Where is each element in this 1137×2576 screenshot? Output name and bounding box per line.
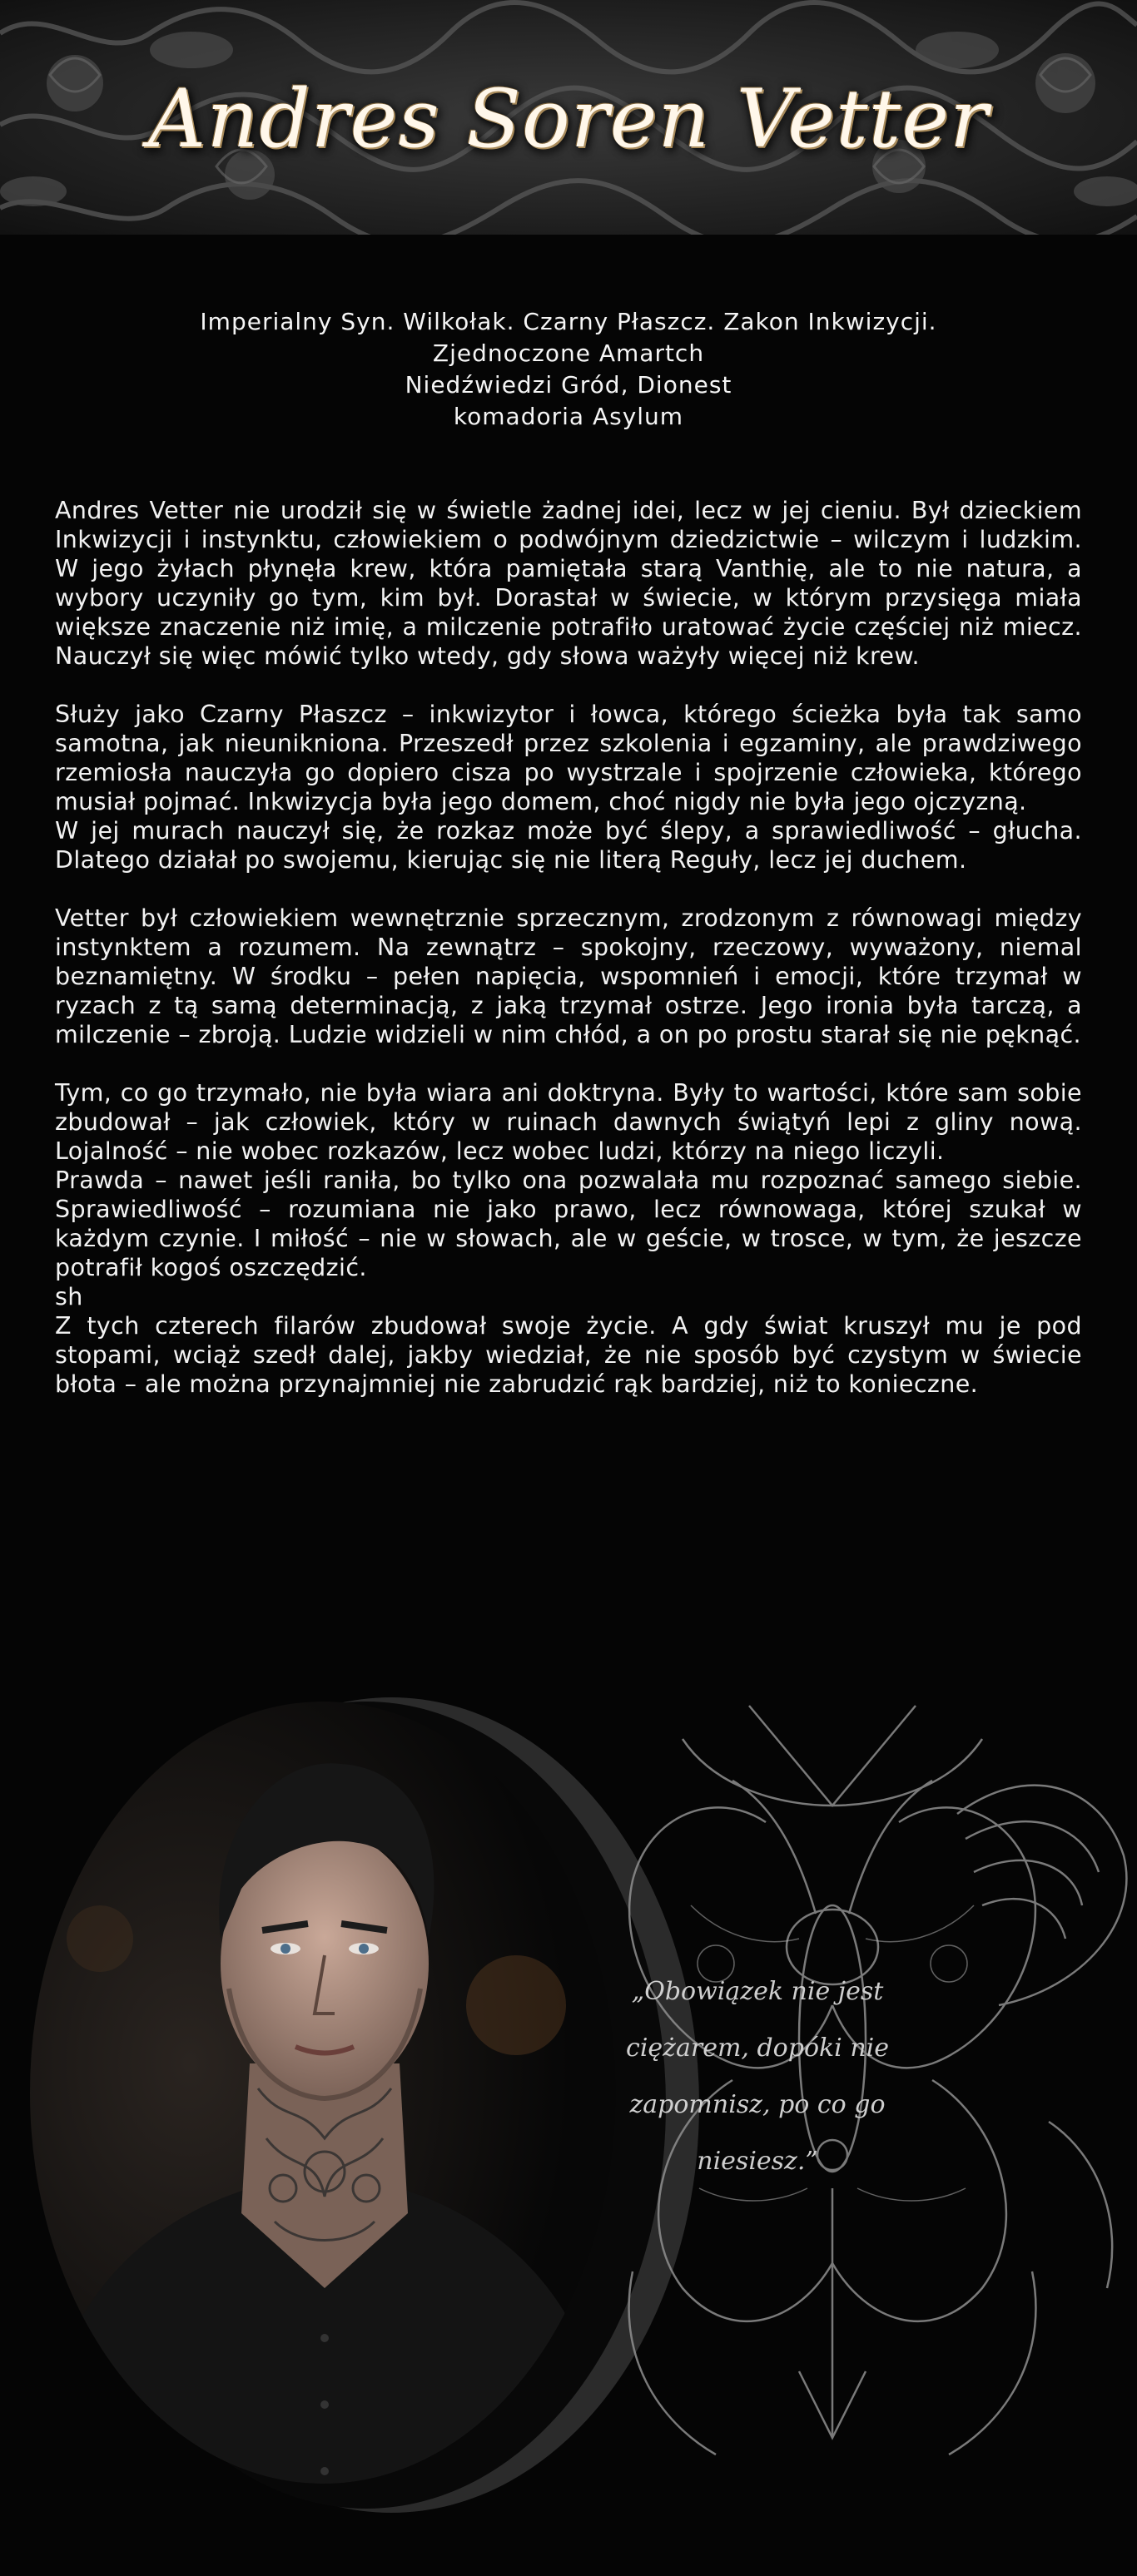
page-title: Andres Soren Vetter [148,72,989,166]
affiliation-line: Imperialny Syn. Wilkołak. Czarny Płaszcz. Zakon Inkwizycji. [200,308,937,335]
affiliation-line: Zjednoczone Amartch [432,339,705,367]
affiliation-line: Niedźwiedzi Gród, Dionest [405,371,732,399]
bio-paragraph: Służy jako Czarny Płaszcz – inkwizytor i łowca, którego ścieżka była tak samo samotna, jak nieunikniona. Przeszedł przez szkolenia i egzaminy, ale prawdziwego rzemiosła nauczyła go dopiero cisza po wystrzale i spojrzenie człowieka, którego musiał pojmać. Inkwizycja była jego domem, choć nigdy nie była jego ojczyzną. [55,701,1082,815]
quote-line: zapomnisz, po co go [629,2090,886,2119]
quote [616,1964,899,2190]
bio-paragraph: Andres Vetter nie urodził się w świetle żadnej idei, lecz w jej cieniu. Był dzieckiem Inkwizycji i instynktu, człowiekiem o podwójnym dziedzictwie – wilczym i ludzkim. W jego żyłach płynęła krew, która pamiętała starą Vanthię, ale to nie natura, a wybory uczyniły go tym, kim był. Dorastał w świecie, w którym przysięga miała większe znaczenie niż imię, a milczenie potrafiło uratować życie częściej niż miecz. Nauczył się więc mówić tylko wtedy, gdy słowa ważyły więcej niż krew. [55,497,1082,670]
bio-paragraph: Tym, co go trzymało, nie była wiara ani doktryna. Były to wartości, które sam sobie zbudował – jak człowiek, który w ruinach dawnych świątyń lepi z gliny nową. Lojalność – nie wobec rozkazów, lecz wobec ludzi, którzy na niego liczyli. [55,1079,1082,1165]
bio-paragraph: W jej murach nauczył się, że rozkaz może być ślepy, a sprawiedliwość – głucha. Dlatego działał po swojemu, kierując się nie literą Reguły, lecz jej duchem. [55,817,1082,874]
affiliation-line: komadoria Asylum [453,403,684,430]
paragraph-spacer [55,874,1082,904]
quote-line: „Obowiązek nie jest [631,1977,884,2006]
bio-paragraph: Prawda – nawet jeśli raniła, bo tylko ona pozwalała mu rozpoznać samego siebie. Sprawiedliwość – rozumiana nie jako prawo, lecz równowaga, której szukał w każdym czynie. I miłość – nie w słowach, ale w geście, w trosce, w tym, że jeszcze potrafił kogoś oszczędzić. [55,1167,1082,1281]
character-affiliations [0,306,1137,433]
artwork-illustration [0,1689,1137,2546]
quote-line: niesiesz.” [697,2147,818,2176]
paragraph-spacer [55,1049,1082,1078]
header-banner [0,0,1137,235]
biography [55,496,1082,1399]
bio-paragraph: sh [55,1283,83,1310]
paragraph-spacer [55,671,1082,700]
bio-paragraph: Vetter był człowiekiem wewnętrznie sprzecznym, zrodzonym z równowagi między instynktem a rozumem. Na zewnątrz – spokojny, rzeczowy, wyważony, niemal beznamiętny. W środku – pełen napięcia, wspomnień i emocji, które trzymał w ryzach z tą samą determinacją, z jaką trzymał ostrze. Jego ironia była tarczą, a milczenie – zbroją. Ludzie widzieli w nim chłód, a on po prostu starał się nie pęknąć. [55,904,1082,1048]
quote-line: ciężarem, dopóki nie [626,2034,889,2063]
bio-paragraph: Z tych czterech filarów zbudował swoje życie. A gdy świat kruszył mu je pod stopami, wciąż szedł dalej, jakby wiedział, że nie sposób być czystym w świecie błota – ale można przynajmniej nie zabrudzić rąk bardziej, niż to konieczne. [55,1312,1082,1398]
artwork-section [0,1689,1137,2546]
